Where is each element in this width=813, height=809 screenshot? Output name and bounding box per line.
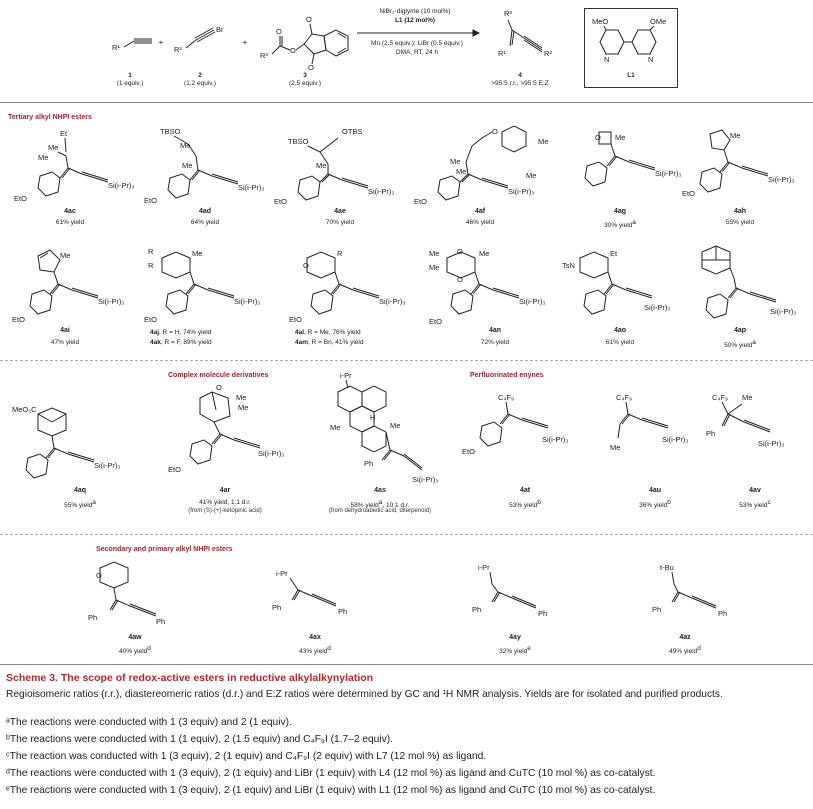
svg-text:R: R xyxy=(337,249,343,258)
svg-text:R: R xyxy=(148,261,154,270)
svg-text:Ph: Ph xyxy=(718,609,728,618)
ligand-l1-structure xyxy=(588,10,674,76)
structure-4au xyxy=(590,386,710,482)
cmpd-4-selectivity: >95:5 r.r., >95:5 E:Z xyxy=(491,80,549,87)
svg-text:O: O xyxy=(303,261,309,270)
caption-title: Scheme 3. The scope of redox-active esters in reductive alkylalkynylation xyxy=(6,672,374,684)
yield-4an: 72% yield xyxy=(480,339,510,346)
cmpd-3-label: 3 xyxy=(303,72,307,79)
yield-4aj: 4aj, R = H, 74% yield xyxy=(150,329,212,336)
plus-sign: + xyxy=(158,38,164,47)
cmpd-id-4ax: 4ax xyxy=(309,634,321,641)
structure-4ax xyxy=(270,564,370,634)
condition-ligand: L1 (12 mol%) xyxy=(394,17,436,24)
cmpd-id-4ae: 4ae xyxy=(334,208,346,215)
svg-text:O: O xyxy=(96,571,102,580)
header-divider xyxy=(0,102,813,103)
yield-4as: 58% yield$^a$, 10:1 d.r. xyxy=(350,499,410,510)
svg-text:EtO: EtO xyxy=(682,189,695,198)
svg-text:EtO: EtO xyxy=(414,197,427,206)
svg-text:Ph: Ph xyxy=(652,605,662,614)
cmpd-id-4ay: 4ay xyxy=(509,634,521,641)
svg-text:N: N xyxy=(604,55,610,64)
cmpd-3-equiv: (2.5 equiv.) xyxy=(288,80,322,87)
svg-text:Me: Me xyxy=(330,423,341,432)
svg-text:O: O xyxy=(457,247,463,256)
divider-2 xyxy=(0,534,813,535)
section-title-tertiary: Tertiary alkyl NHPI esters xyxy=(8,114,92,121)
cmpd-id-4ar: 4ar xyxy=(219,487,231,494)
svg-text:Me: Me xyxy=(38,153,49,162)
svg-text:O: O xyxy=(276,27,282,36)
structure-4aq xyxy=(8,386,148,486)
caption-description: Regioisomeric ratios (r.r.), diastereomeric ratios (d.r.) and E:Z ratios were determined by GC and ¹H NMR analysis. Yields are for isolated and purified products. xyxy=(6,689,723,700)
svg-text:Si(i-Pr)₃: Si(i-Pr)₃ xyxy=(238,183,265,192)
svg-text:Si(i-Pr)₃: Si(i-Pr)₃ xyxy=(758,439,785,448)
svg-text:t-Bu: t-Bu xyxy=(660,563,674,572)
ligand-label: L1 xyxy=(627,72,635,79)
yield-4aw: 40% yield$^d$ xyxy=(119,645,151,656)
svg-text:O: O xyxy=(308,63,314,70)
structure-4aj-4ak xyxy=(140,244,280,328)
svg-text:Me: Me xyxy=(182,161,193,170)
condition-solvent: DMA, RT, 24 h xyxy=(395,49,439,56)
yield-4ak: 4ak, R = F, 89% yield xyxy=(150,339,212,346)
svg-text:Si(i-Pr)₃: Si(i-Pr)₃ xyxy=(98,297,125,306)
cmpd-id-4aq: 4aq xyxy=(73,487,87,494)
svg-text:Si(i-Pr)₃: Si(i-Pr)₃ xyxy=(108,181,135,190)
caption-divider xyxy=(0,664,813,665)
footnote-c: ᶜThe reaction was conducted with 1 (3 equiv), 2 (1 equiv) and C₄F₉I (2 equiv) with L7 (12 mol %) as ligand. xyxy=(6,751,487,762)
yield-4ae: 70% yield xyxy=(325,219,355,226)
note-4as: (from dehydroabietic acid, diterpenoid) xyxy=(328,508,432,514)
condition-catalyst: NiBr₂·diglyme (10 mol%) xyxy=(379,8,451,15)
svg-text:Si(i-Pr)₃: Si(i-Pr)₃ xyxy=(768,175,795,184)
cmpd-id-4av: 4av xyxy=(749,487,761,494)
svg-text:Si(i-Pr)₃: Si(i-Pr)₃ xyxy=(94,461,121,470)
svg-text:O: O xyxy=(306,15,312,24)
structure-4ae xyxy=(270,126,400,208)
svg-text:Me: Me xyxy=(526,171,537,180)
svg-text:Me: Me xyxy=(479,249,490,258)
footnote-a: ᵃThe reactions were conducted with 1 (3 equiv) and 2 (1 equiv). xyxy=(6,717,292,728)
yield-4ad: 64% yield xyxy=(190,219,220,226)
svg-text:Me: Me xyxy=(456,167,467,176)
svg-text:R¹: R¹ xyxy=(498,49,506,58)
svg-text:Me: Me xyxy=(538,137,549,146)
svg-text:Et: Et xyxy=(60,129,68,138)
cmpd-id-4af: 4af xyxy=(474,208,486,215)
svg-text:TBSO: TBSO xyxy=(288,137,309,146)
svg-text:Et: Et xyxy=(610,249,618,258)
svg-text:EtO: EtO xyxy=(274,197,287,206)
svg-text:Ph: Ph xyxy=(706,429,716,438)
structure-4ad xyxy=(140,126,270,208)
cmpd-id-4ac: 4ac xyxy=(64,208,76,215)
svg-text:Ph: Ph xyxy=(472,605,482,614)
cmpd-2-label: 2 xyxy=(198,72,202,79)
yield-4ag: 30% yield$^a$ xyxy=(604,219,636,230)
svg-text:TBSO: TBSO xyxy=(160,127,181,136)
svg-text:Si(i-Pr)₃: Si(i-Pr)₃ xyxy=(368,187,395,196)
svg-text:Si(i-Pr)₃: Si(i-Pr)₃ xyxy=(542,435,569,444)
svg-text:Me: Me xyxy=(238,403,249,412)
svg-text:Si(i-Pr)₃: Si(i-Pr)₃ xyxy=(770,307,797,316)
structure-4aw xyxy=(80,558,190,636)
yield-4ao: 61% yield xyxy=(605,339,635,346)
svg-text:Si(i-Pr)₃: Si(i-Pr)₃ xyxy=(662,435,689,444)
svg-text:Si(i-Pr)₃: Si(i-Pr)₃ xyxy=(412,475,439,484)
svg-text:EtO: EtO xyxy=(168,465,181,474)
svg-text:EtO: EtO xyxy=(462,447,475,456)
structure-4ai xyxy=(10,244,140,328)
cmpd-id-4ad: 4ad xyxy=(198,208,212,215)
svg-text:O: O xyxy=(595,133,601,142)
svg-text:R³: R³ xyxy=(504,9,512,18)
svg-text:MeO: MeO xyxy=(592,17,609,26)
divider-1 xyxy=(0,360,813,361)
svg-text:Ph: Ph xyxy=(272,603,282,612)
svg-text:i-Pr: i-Pr xyxy=(478,563,490,572)
svg-text:Si(i-Pr)₃: Si(i-Pr)₃ xyxy=(644,303,671,312)
svg-text:C₄F₉: C₄F₉ xyxy=(498,393,515,402)
svg-text:EtO: EtO xyxy=(144,315,157,324)
product-4-structure xyxy=(490,8,570,68)
svg-text:EtO: EtO xyxy=(429,317,442,326)
structure-4ar xyxy=(150,380,300,486)
svg-text:EtO: EtO xyxy=(144,196,157,205)
svg-text:Si(i-Pr)₃: Si(i-Pr)₃ xyxy=(258,449,285,458)
structure-4an xyxy=(425,244,555,328)
structure-4av xyxy=(700,386,810,482)
svg-text:R²: R² xyxy=(544,49,552,58)
yield-4ax: 43% yield$^d$ xyxy=(299,645,331,656)
svg-text:Ph: Ph xyxy=(88,613,98,622)
svg-text:i-Pr: i-Pr xyxy=(340,371,352,380)
condition-reductant: Mn (2.5 equiv.); LiBr (0.5 equiv.) xyxy=(371,40,463,47)
yield-4at: 53% yield$^b$ xyxy=(509,499,541,510)
svg-text:Me: Me xyxy=(429,249,440,258)
svg-text:Br: Br xyxy=(216,25,224,34)
cmpd-2-equiv: (1.2 equiv.) xyxy=(183,80,217,87)
svg-text:C₄F₉: C₄F₉ xyxy=(616,393,633,402)
svg-text:R: R xyxy=(148,247,154,256)
svg-text:Me: Me xyxy=(742,393,753,402)
yield-4aq: 55% yield$^a$ xyxy=(64,499,96,510)
svg-text:C₄F₉: C₄F₉ xyxy=(712,393,729,402)
yield-4az: 49% yield$^d$ xyxy=(669,645,701,656)
cmpd-id-4au: 4au xyxy=(648,487,662,494)
svg-text:Me: Me xyxy=(60,251,71,260)
svg-text:O: O xyxy=(457,275,463,284)
svg-text:OTBS: OTBS xyxy=(342,127,363,136)
svg-text:Ph: Ph xyxy=(156,617,166,626)
svg-text:Me: Me xyxy=(450,157,461,166)
svg-text:Si(i-Pr)₃: Si(i-Pr)₃ xyxy=(508,187,535,196)
cmpd-4-label: 4 xyxy=(518,72,522,79)
svg-text:TsN: TsN xyxy=(562,261,575,270)
cmpd-id-4aw: 4aw xyxy=(128,634,142,641)
svg-text:i-Pr: i-Pr xyxy=(276,569,288,578)
yield-4ap: 50% yield$^a$ xyxy=(724,339,756,350)
svg-text:R³: R³ xyxy=(260,51,268,60)
svg-text:R¹: R¹ xyxy=(112,43,120,52)
svg-text:EtO: EtO xyxy=(289,315,302,324)
svg-text:Ph: Ph xyxy=(364,459,374,468)
structure-4ay xyxy=(470,558,570,634)
cmpd-id-4at: 4at xyxy=(519,487,531,494)
note-4ar: (from (S)-(+)-ketopinic acid) xyxy=(188,508,262,514)
svg-text:O: O xyxy=(216,383,222,392)
yield-4af: 46% yield xyxy=(465,219,495,226)
plus-sign-2: + xyxy=(242,38,248,47)
svg-text:Me: Me xyxy=(390,421,401,430)
svg-text:Si(i-Pr)₃: Si(i-Pr)₃ xyxy=(379,297,406,306)
cmpd-id-4ao: 4ao xyxy=(613,327,627,334)
footnote-d: ᵈThe reactions were conducted with 1 (3 equiv), 2 (1 equiv) and LiBr (1 equiv) with L4 (12 mol %) as ligand and CuTC (10 mol %) as co-catalyst. xyxy=(6,768,656,779)
svg-text:Me: Me xyxy=(610,443,621,452)
structure-4ah xyxy=(680,126,810,206)
cmpd-id-4an: 4an xyxy=(488,327,502,334)
cmpd-id-4ap: 4ap xyxy=(733,327,747,334)
section-title-perfluoro: Perfluorinated enynes xyxy=(470,372,544,379)
yield-4ah: 55% yield xyxy=(725,219,755,226)
svg-text:EtO: EtO xyxy=(12,315,25,324)
yield-4am: 4am, R = Bn, 41% yield xyxy=(295,339,364,346)
svg-text:Me: Me xyxy=(429,263,440,272)
svg-text:O: O xyxy=(492,127,498,136)
yield-4au: 36% yield$^b$ xyxy=(639,499,671,510)
yield-4av: 53% yield$^c$ xyxy=(739,499,771,510)
yield-4ay: 32% yield$^e$ xyxy=(499,645,531,656)
structure-4ag xyxy=(565,126,685,206)
structure-4ac xyxy=(10,126,140,208)
yield-4ac: 61% yield xyxy=(55,219,85,226)
structure-4as xyxy=(300,370,450,486)
cmpd-id-4as: 4as xyxy=(374,487,386,494)
svg-text:MeO₂C: MeO₂C xyxy=(12,405,37,414)
yield-4ar: 41% yield, 1:1 d.r. xyxy=(199,499,251,506)
structure-4ap xyxy=(680,244,810,328)
footnote-b: ᵇThe reactions were conducted with 1 (1 equiv), 2 (1.5 equiv) and C₄F₉I (1.7–2 equiv). xyxy=(6,734,393,745)
section-title-secondary: Secondary and primary alkyl NHPI esters xyxy=(96,546,233,553)
cmpd-id-4ag: 4ag xyxy=(613,208,627,215)
svg-text:Me: Me xyxy=(180,141,191,150)
svg-text:Ph: Ph xyxy=(538,609,548,618)
svg-text:Ph: Ph xyxy=(338,607,348,616)
structure-4al-4am xyxy=(285,244,425,328)
svg-text:Me: Me xyxy=(316,161,327,170)
cmpd-1-equiv: (1 equiv.) xyxy=(116,80,144,87)
svg-text:R²: R² xyxy=(174,45,182,54)
svg-text:Si(i-Pr)₃: Si(i-Pr)₃ xyxy=(655,169,682,178)
svg-text:Me: Me xyxy=(192,249,203,258)
svg-text:N: N xyxy=(648,55,654,64)
svg-text:EtO: EtO xyxy=(14,194,27,203)
yield-4ai: 47% yield xyxy=(50,339,80,346)
svg-text:Me: Me xyxy=(730,131,741,140)
reaction-arrow xyxy=(355,28,480,38)
reagent-2-structure xyxy=(172,22,242,58)
structure-4af xyxy=(410,122,560,208)
cmpd-1-label: 1 xyxy=(128,72,132,79)
svg-text:Me: Me xyxy=(48,143,59,152)
svg-text:Me: Me xyxy=(615,133,626,142)
svg-text:Me: Me xyxy=(236,393,247,402)
structure-4at xyxy=(460,386,580,482)
reagent-3-nhpi-ester xyxy=(256,6,356,70)
svg-text:Si(i-Pr)₃: Si(i-Pr)₃ xyxy=(519,297,546,306)
cmpd-id-4az: 4az xyxy=(679,634,691,641)
svg-text:Si(i-Pr)₃: Si(i-Pr)₃ xyxy=(234,297,261,306)
structure-4ao xyxy=(560,244,680,328)
yield-4al: 4al, R = Me, 76% yield xyxy=(295,329,361,336)
svg-text:OMe: OMe xyxy=(650,17,667,26)
structure-4az xyxy=(650,558,750,634)
footnote-e: ᵉThe reactions were conducted with 1 (3 equiv), 2 (1 equiv) and LiBr (1 equiv) with L1 (12 mol %) as ligand and CuTC (10 mol %) as co-catalyst. xyxy=(6,785,656,796)
cmpd-id-4ai: 4ai xyxy=(60,327,70,334)
svg-text:H: H xyxy=(370,413,376,422)
svg-text:O: O xyxy=(290,46,296,55)
section-title-complex: Complex molecule derivatives xyxy=(168,372,269,379)
cmpd-id-4ah: 4ah xyxy=(733,208,747,215)
